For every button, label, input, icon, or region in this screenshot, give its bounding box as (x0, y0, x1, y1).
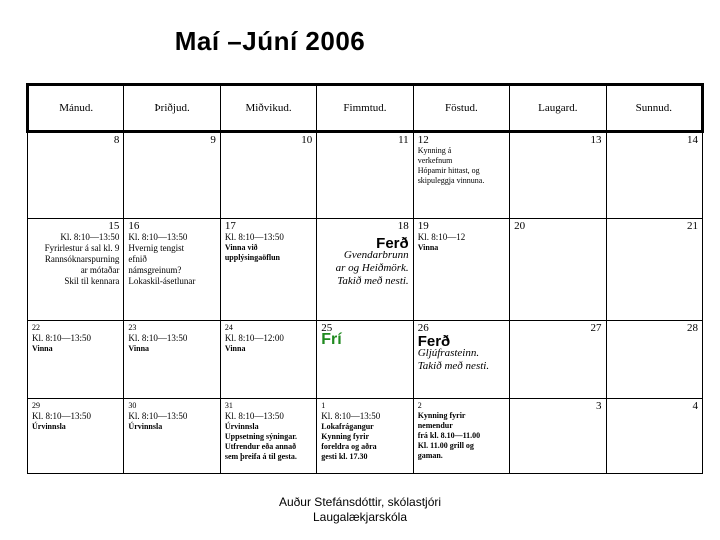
day-cell (124, 399, 220, 474)
event-line: Takið með nesti. (417, 360, 490, 372)
day-cell (606, 321, 702, 399)
day-number: 23 (128, 323, 137, 332)
day-cell (413, 132, 509, 219)
day-number: 25 (321, 322, 333, 334)
day-cell (28, 132, 124, 219)
day-cell (28, 399, 124, 474)
event-line: Vinna (224, 344, 246, 353)
day-number: 14 (687, 134, 698, 146)
day-number: 16 (128, 220, 140, 232)
event-line: nemendur (417, 421, 453, 430)
event-line: gaman. (417, 451, 443, 460)
event-line: Vinna (128, 344, 150, 353)
day-number: 4 (692, 400, 698, 412)
trip-label: Ferð (417, 333, 451, 350)
event-line: Hvernig tengist (128, 243, 185, 253)
day-number: 15 (108, 220, 120, 232)
week-row (28, 399, 703, 474)
day-cell (220, 132, 316, 219)
event-line: sem þreifa á til gesta. (224, 452, 297, 461)
day-cell (28, 321, 124, 399)
day-number: 11 (398, 134, 409, 146)
day-number: 30 (128, 401, 137, 410)
event-line: Kl. 8:10—13:50 (60, 232, 120, 242)
day-number: 26 (417, 322, 429, 334)
day-cell (317, 399, 413, 474)
day-cell (220, 321, 316, 399)
event-line: ar og Heiðmörk. (335, 262, 409, 274)
day-cell (124, 219, 220, 321)
event-line: foreldra og aðra (321, 442, 377, 451)
day-cell (413, 321, 509, 399)
day-number: 10 (301, 134, 313, 146)
day-cell (317, 321, 413, 399)
day-cell (510, 219, 606, 321)
event-line: Uppsetning sýningar. (224, 432, 298, 441)
event-line: efnið (128, 254, 147, 264)
weekday-sat: Laugard. (510, 85, 606, 132)
week-row (28, 132, 703, 219)
day-number: 12 (417, 134, 429, 146)
day-cell (317, 132, 413, 219)
event-line: Takið með nesti. (337, 275, 409, 287)
event-time: Kl. 8:10—13:50 (224, 232, 284, 242)
day-number: 8 (113, 134, 120, 146)
day-number: 9 (210, 134, 216, 146)
weekday-sun: Sunnud. (606, 85, 702, 132)
day-cell (317, 219, 413, 321)
day-number: 1 (321, 401, 326, 410)
footer-school: Laugalækjarskóla (312, 510, 408, 524)
day-number: 19 (417, 220, 429, 232)
footer (0, 495, 720, 525)
day-number: 28 (687, 322, 698, 334)
calendar-table (26, 83, 704, 474)
event-line: gesti kl. 17.30 (321, 452, 368, 461)
event-time: Kl. 8:10—13:50 (32, 411, 92, 421)
day-cell (606, 132, 702, 219)
day-number: 18 (397, 220, 409, 232)
day-number: 17 (224, 220, 236, 232)
event-time: Kl. 8:10—13:50 (321, 411, 381, 421)
day-number: 13 (590, 134, 602, 146)
event-line: Fyrirlestur á sal kl. 9 (44, 243, 120, 253)
day-number: 22 (32, 323, 40, 332)
event-line: Vinna (32, 344, 53, 353)
event-line: Gvendarbrunn (343, 249, 409, 261)
day-cell (28, 219, 124, 321)
event-line: Lokaskil-ásetlunar (128, 276, 196, 286)
event-line: skipuleggja vinnuna. (417, 176, 485, 185)
day-number: 21 (687, 220, 698, 232)
weekday-thu: Fimmtud. (317, 85, 413, 132)
day-cell (510, 132, 606, 219)
week-row (28, 219, 703, 321)
trip-label: Ferð (376, 235, 409, 252)
event-line: ar mótaðar (80, 265, 120, 275)
event-line: Skil til kennara (64, 276, 120, 286)
event-line: námsgreinum? (128, 265, 182, 275)
weekday-tue: Þriðjud. (124, 85, 220, 132)
holiday-label: Frí (321, 331, 342, 348)
weekday-mon: Mánud. (28, 85, 124, 132)
event-line: Utfrendur eða annað (224, 442, 297, 451)
event-line: Kynning fyrir (417, 411, 466, 420)
day-number: 29 (32, 401, 40, 410)
week-row (28, 321, 703, 399)
event-line: Hópamir hittast, og (417, 166, 480, 175)
event-line: Kl. 11.00 grill og (417, 441, 474, 450)
event-line: Lokafrágangur (321, 422, 374, 431)
day-number: 24 (224, 323, 233, 332)
event-line: Vinna (417, 243, 439, 252)
day-cell (220, 399, 316, 474)
day-cell (606, 219, 702, 321)
event-line: Gljúfrasteinn. (417, 347, 480, 359)
day-cell (413, 219, 509, 321)
day-number: 27 (590, 322, 602, 334)
event-line: Rannsóknarspurning (44, 254, 120, 264)
event-time: Kl. 8:10—13:50 (224, 411, 284, 421)
event-line: Vinna við (224, 243, 258, 252)
footer-author: Auður Stefánsdóttir, skólastjóri (278, 495, 442, 509)
day-cell (510, 321, 606, 399)
day-cell (510, 399, 606, 474)
weekday-header-row (28, 85, 703, 132)
day-number: 20 (514, 220, 526, 232)
event-time: Kl. 8:10—13:50 (128, 333, 188, 343)
weekday-fri: Föstud. (413, 85, 509, 132)
day-number: 2 (417, 401, 422, 410)
day-cell (606, 399, 702, 474)
day-cell (413, 399, 509, 474)
event-line: Úrvinnsla (32, 422, 66, 431)
event-line: Kynning fyrir (321, 432, 370, 441)
event-line: Úrvinnsla (224, 422, 259, 431)
weekday-wed: Miðvikud. (220, 85, 316, 132)
day-number: 31 (224, 401, 233, 410)
event-line: frá kl. 8.10—11.00 (417, 431, 481, 440)
day-number: 3 (596, 400, 602, 412)
event-line: Úrvinnsla (128, 422, 163, 431)
day-cell (124, 321, 220, 399)
event-line: upplýsingaöflun (224, 253, 280, 262)
event-time: Kl. 8:10—13:50 (32, 333, 92, 343)
day-cell (124, 132, 220, 219)
page-title: Maí –Júní 2006 (174, 26, 366, 56)
event-line: Kl. 8:10—13:50 (128, 232, 188, 242)
event-time: Kl. 8:10—13:50 (128, 411, 188, 421)
event-time: Kl. 8:10—12:00 (224, 333, 284, 343)
event-line: verkefnum (417, 156, 453, 165)
event-time: Kl. 8:10—12 (417, 232, 466, 242)
event-line: Kynning á (417, 146, 452, 155)
day-cell (220, 219, 316, 321)
